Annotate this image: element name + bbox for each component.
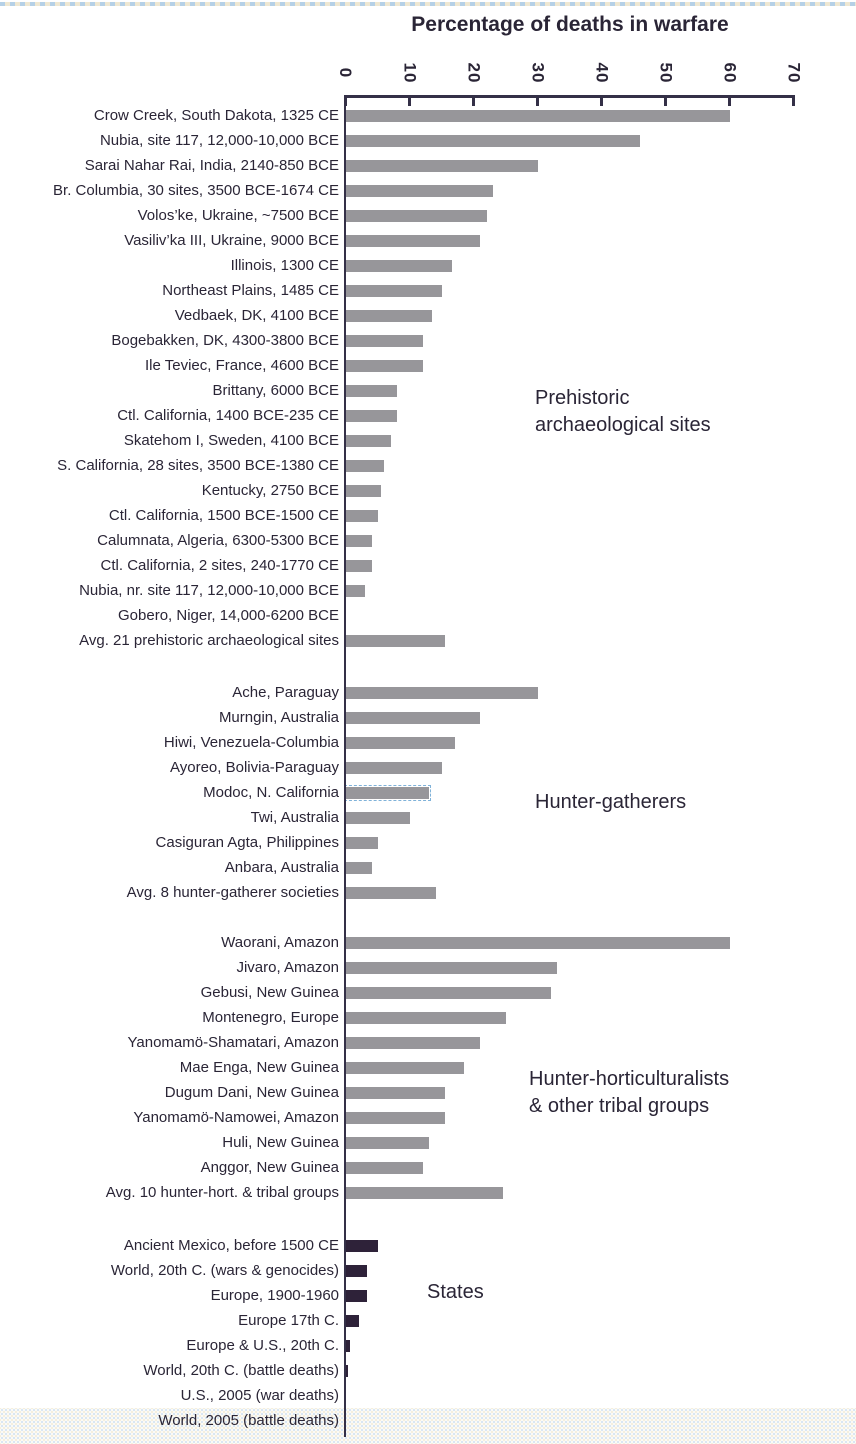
row-label: Ctl. California, 2 sites, 240-1770 CE — [100, 557, 339, 574]
x-tick-mark — [792, 98, 795, 106]
bar — [346, 435, 391, 447]
row-label: Casiguran Agta, Philippines — [155, 834, 339, 851]
x-tick-label-text: 50 — [655, 62, 675, 84]
row-label: Avg. 21 prehistoric archaeological sites — [79, 632, 339, 649]
row-label: Europe, 1900-1960 — [210, 1287, 339, 1304]
bar — [346, 110, 730, 122]
bar — [346, 1290, 367, 1302]
chart-title: Percentage of deaths in warfare — [411, 13, 729, 36]
group-label-line: States — [427, 1281, 484, 1303]
x-tick-label — [711, 54, 747, 92]
bar — [346, 360, 423, 372]
row-label: Waorani, Amazon — [221, 934, 339, 951]
bar — [346, 937, 730, 949]
row-label: Gobero, Niger, 14,000-6200 BCE — [118, 607, 339, 624]
row-label: Huli, New Guinea — [222, 1134, 339, 1151]
row-label: Avg. 10 hunter-hort. & tribal groups — [105, 1184, 339, 1201]
row-label: Anbara, Australia — [224, 859, 339, 876]
bar — [346, 210, 487, 222]
bar — [346, 737, 455, 749]
bar — [346, 310, 432, 322]
row-label: World, 20th C. (battle deaths) — [143, 1362, 339, 1379]
bar — [346, 385, 397, 397]
group-label — [529, 1066, 729, 1120]
bar — [346, 285, 442, 297]
bar — [346, 837, 378, 849]
bar — [346, 185, 493, 197]
row-label: Yanomamö-Namowei, Amazon — [133, 1109, 339, 1126]
row-label: Skatehom I, Sweden, 4100 BCE — [123, 432, 339, 449]
bar — [346, 485, 381, 497]
y-axis-line — [344, 96, 346, 1437]
row-label: Murngin, Australia — [218, 709, 339, 726]
bar — [346, 235, 480, 247]
bar — [346, 1340, 350, 1352]
bar — [346, 560, 372, 572]
bar — [346, 1162, 423, 1174]
bar — [346, 962, 557, 974]
row-label: Hiwi, Venezuela-Columbia — [163, 734, 339, 751]
bar — [346, 410, 397, 422]
row-label: Mae Enga, New Guinea — [179, 1059, 339, 1076]
x-tick-label-text: 20 — [463, 62, 483, 84]
row-label: Nubia, nr. site 117, 12,000-10,000 BCE — [79, 582, 339, 599]
bar — [346, 687, 538, 699]
x-tick-label-text: 70 — [783, 62, 803, 84]
bar — [346, 887, 436, 899]
row-label: Sarai Nahar Rai, India, 2140-850 BCE — [84, 157, 339, 174]
row-label: Twi, Australia — [250, 809, 339, 826]
x-tick-mark — [408, 98, 411, 106]
row-label: Illinois, 1300 CE — [230, 257, 339, 274]
bar — [346, 635, 445, 647]
bar — [346, 160, 538, 172]
x-tick-mark — [472, 98, 475, 106]
row-label: Dugum Dani, New Guinea — [164, 1084, 339, 1101]
row-label: Northeast Plains, 1485 CE — [162, 282, 339, 299]
x-tick-label-text: 60 — [719, 62, 739, 84]
group-label — [535, 385, 711, 439]
row-label: World, 2005 (battle deaths) — [158, 1412, 339, 1429]
row-label: Vasiliv’ka III, Ukraine, 9000 BCE — [124, 232, 339, 249]
selection-marching-ants-top — [0, 2, 856, 6]
bar — [346, 535, 372, 547]
bar — [346, 1137, 429, 1149]
row-label: Gebusi, New Guinea — [200, 984, 339, 1001]
x-tick-label — [775, 54, 811, 92]
x-tick-mark — [600, 98, 603, 106]
x-tick-label-text: 40 — [591, 62, 611, 84]
x-tick-mark — [664, 98, 667, 106]
row-label: Europe & U.S., 20th C. — [186, 1337, 339, 1354]
bar — [346, 135, 640, 147]
bar — [346, 862, 372, 874]
group-label — [427, 1279, 484, 1306]
x-tick-mark — [536, 98, 539, 106]
row-label: Modoc, N. California — [203, 784, 339, 801]
row-label: Jivaro, Amazon — [236, 959, 339, 976]
group-label-line: Prehistoric — [535, 387, 630, 409]
bar — [346, 260, 452, 272]
bar — [346, 762, 442, 774]
bar — [346, 712, 480, 724]
x-tick-label — [583, 54, 619, 92]
row-label: Ile Teviec, France, 4600 BCE — [145, 357, 339, 374]
x-tick-label-text: 0 — [336, 67, 355, 79]
row-label: Yanomamö-Shamatari, Amazon — [127, 1034, 339, 1051]
bar — [346, 1087, 445, 1099]
row-label: Nubia, site 117, 12,000-10,000 BCE — [99, 132, 339, 149]
x-tick-label-text: 10 — [399, 62, 419, 84]
group-label — [535, 789, 686, 816]
bar — [346, 1062, 464, 1074]
bar — [346, 585, 365, 597]
x-tick-label — [391, 54, 427, 92]
x-tick-label-text: 30 — [527, 62, 547, 84]
bar — [346, 1240, 378, 1252]
bar — [346, 510, 378, 522]
row-label: Avg. 8 hunter-gatherer societies — [126, 884, 339, 901]
bar — [346, 987, 551, 999]
row-label: World, 20th C. (wars & genocides) — [110, 1262, 339, 1279]
bar — [346, 1187, 503, 1199]
row-label: Vedbaek, DK, 4100 BCE — [174, 307, 339, 324]
row-label: S. California, 28 sites, 3500 BCE-1380 CE — [57, 457, 339, 474]
bar — [346, 1315, 359, 1327]
group-label-line: archaeological sites — [535, 414, 711, 436]
bar — [346, 335, 423, 347]
row-label: Ayoreo, Bolivia-Paraguay — [170, 759, 339, 776]
x-tick-mark — [728, 98, 731, 106]
row-label: Brittany, 6000 BCE — [212, 382, 339, 399]
x-tick-label — [647, 54, 683, 92]
x-tick-label — [519, 54, 555, 92]
row-label: Ancient Mexico, before 1500 CE — [123, 1237, 339, 1254]
bar — [346, 812, 410, 824]
row-label: Volos’ke, Ukraine, ~7500 BCE — [137, 207, 339, 224]
group-label-line: & other tribal groups — [529, 1095, 710, 1117]
x-tick-label — [455, 54, 491, 92]
bar-selected — [346, 787, 429, 799]
row-label: Crow Creek, South Dakota, 1325 CE — [93, 107, 339, 124]
row-label: U.S., 2005 (war deaths) — [180, 1387, 339, 1404]
row-label: Europe 17th C. — [238, 1312, 339, 1329]
selection-dither-band-bottom — [0, 1408, 856, 1444]
x-tick-label — [327, 54, 363, 92]
group-label-line: Hunter-gatherers — [535, 791, 687, 813]
bar — [346, 1012, 506, 1024]
row-label: Kentucky, 2750 BCE — [201, 482, 339, 499]
row-label: Calumnata, Algeria, 6300-5300 BCE — [97, 532, 339, 549]
bar — [346, 1112, 445, 1124]
row-label: Montenegro, Europe — [202, 1009, 339, 1026]
x-tick-mark — [344, 98, 347, 106]
bar — [346, 1037, 480, 1049]
row-label: Bogebakken, DK, 4300-3800 BCE — [111, 332, 339, 349]
bar — [346, 1365, 348, 1377]
row-label: Ctl. California, 1400 BCE-235 CE — [117, 407, 339, 424]
bar — [346, 460, 384, 472]
row-label: Anggor, New Guinea — [200, 1159, 339, 1176]
row-label: Ctl. California, 1500 BCE-1500 CE — [108, 507, 339, 524]
row-label: Ache, Paraguay — [232, 684, 339, 701]
group-label-line: Hunter-horticulturalists — [529, 1068, 730, 1090]
bar — [346, 1265, 367, 1277]
row-label: Br. Columbia, 30 sites, 3500 BCE-1674 CE — [53, 182, 339, 199]
